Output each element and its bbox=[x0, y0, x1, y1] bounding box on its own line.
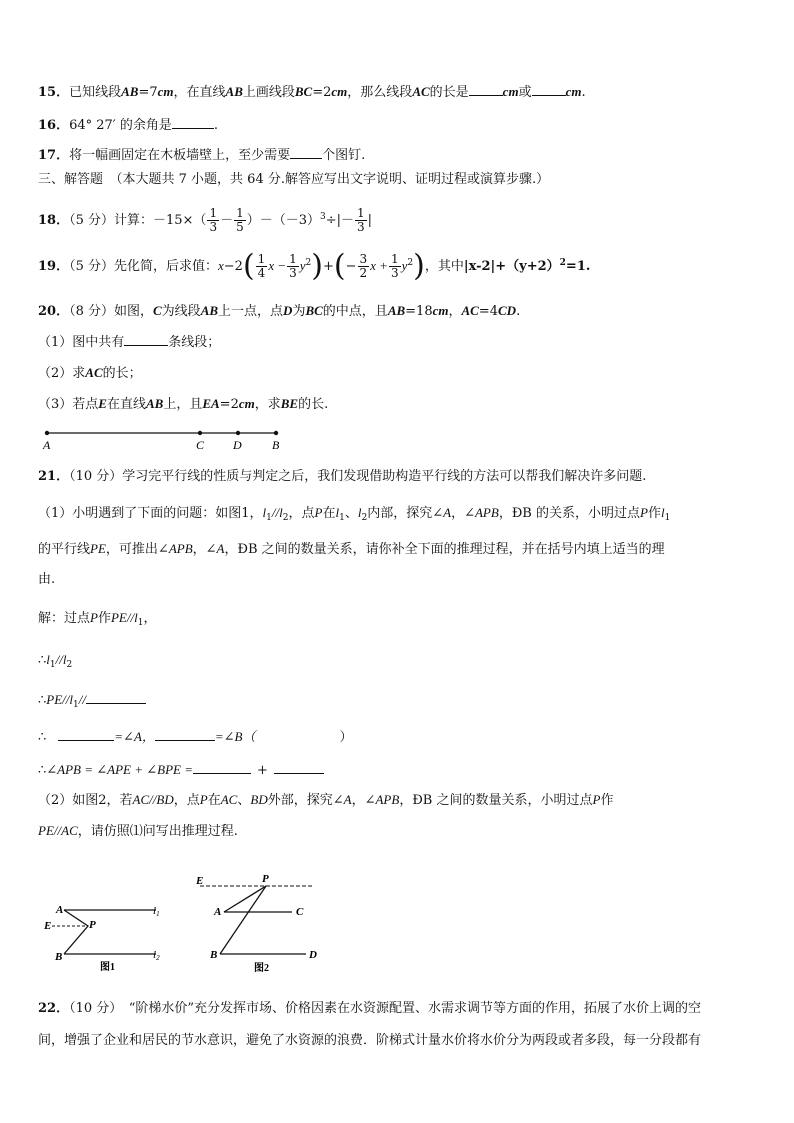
fraction: $\frac{1}{5}$ bbox=[236, 206, 244, 234]
label-e: E bbox=[196, 875, 204, 887]
answer-blank bbox=[124, 333, 168, 346]
figure-2 bbox=[190, 870, 325, 978]
answer-blank bbox=[274, 761, 324, 774]
point-c bbox=[198, 431, 202, 435]
answer-blank bbox=[532, 83, 566, 96]
solution-line-5: ∴∠APB = ∠APE + ∠BPE = + bbox=[38, 761, 324, 780]
fraction: $\frac{1}{3}$ bbox=[209, 206, 218, 234]
fraction: $\frac{3}{2}$ bbox=[359, 252, 368, 280]
label-a: A bbox=[43, 438, 51, 452]
question-21-part1-line2: 的平行线PE，可推出∠APB，∠A，ÐB 之间的数量关系，请你补全下面的推理过程，并在括号内填上适当的理 bbox=[38, 541, 665, 557]
question-21-part1-line3: 由. bbox=[38, 572, 56, 587]
question-21: 21．（10 分）学习完平行线的性质与判定之后，我们发现借助构造平行线的方法可以帮我们解决许多问题. bbox=[38, 469, 647, 484]
question-16: 16．64° 27′ 的余角是 . bbox=[38, 118, 219, 133]
solution-line-4: ∴ =∠A， =∠B（ ） bbox=[38, 729, 353, 745]
question-15: 15．已知线段AB=7cm，在直线AB上画线段BC=2cm，那么线段AC的长是 cm或 cm. bbox=[38, 84, 586, 100]
question-17: 17．将一幅画固定在木板墙壁上，至少需要 个图钉. bbox=[38, 148, 366, 163]
figure-2-caption: 图2 bbox=[254, 963, 269, 974]
question-20: 20．（8 分）如图，C为线段AB上一点，点D为BC的中点，且AB=18cm，AC=4CD. bbox=[38, 303, 521, 319]
label-l1: l1 bbox=[153, 905, 160, 918]
question-19: 19．（5 分）先化简，后求值：x−2( $\frac{1}{4}$ x − $\frac{1}{3}$ $y^2)+(-$ $\frac{3}{2}$ x + $\frac{1}{3}$ $y^2$)，其中$|x-2|+(y+2)^2=1$. bbox=[38, 248, 591, 284]
segment-pb bbox=[220, 886, 266, 954]
label-p: P bbox=[262, 873, 269, 885]
section-heading: 三、解答题 （本大题共 7 小题，共 64 分.解答应写出文字说明、证明过程或演算步骤.） bbox=[38, 172, 550, 187]
answer-blank bbox=[172, 116, 214, 129]
figure-1 bbox=[40, 898, 170, 978]
label-b: B bbox=[55, 951, 63, 963]
segment-pa bbox=[224, 886, 266, 912]
fraction: $\frac{1}{4}$ bbox=[257, 252, 266, 280]
point-b bbox=[274, 431, 278, 435]
answer-blank bbox=[86, 691, 146, 704]
label-d: D bbox=[233, 438, 242, 452]
answer-blank bbox=[58, 728, 114, 741]
answer-blank bbox=[193, 761, 251, 774]
question-20-part3: （3）若点E在直线AB上，且EA=2cm，求BE的长. bbox=[38, 396, 329, 412]
question-18: 18．（5 分）计算：－15×（ $\frac{1}{3}$ － $\frac{1}{5}$ ）$-(-3)^3\div|-$ $\frac{1}{3}$ | bbox=[38, 206, 373, 234]
label-b: B bbox=[272, 438, 280, 452]
label-a: A bbox=[214, 906, 222, 918]
label-e: E bbox=[44, 920, 52, 932]
question-21-part2-line2: PE//AC，请仿照⑴问写出推理过程. bbox=[38, 823, 238, 839]
label-b: B bbox=[210, 949, 218, 961]
label-l2: l2 bbox=[153, 949, 160, 962]
figure-1-caption: 图1 bbox=[100, 962, 115, 973]
question-20-part2: （2）求AC的长； bbox=[38, 365, 142, 381]
question-21-part2-line1: （2）如图2，若AC//BD，点P在AC、BD外部，探究∠A，∠APB，ÐB 之间的数量关系，小明过点P作 bbox=[38, 792, 614, 808]
fraction: $\frac{1}{3}$ bbox=[390, 252, 399, 280]
label-d: D bbox=[309, 949, 317, 961]
question-21-part1-line1: （1）小明遇到了下面的问题：如图1，$l_1//l_2$，点P在$l_1$、$l_2$内部，探究∠A，∠APB，ÐB 的关系，小明过点P作$l_1$ bbox=[38, 505, 671, 523]
label-c: C bbox=[196, 438, 205, 452]
question-22-line2: 间，增强了企业和居民的节水意识，避免了水资源的浪费．阶梯式计量水价将水价分为两段或者多段，每一分段都有 bbox=[38, 1033, 702, 1048]
solution-line-2: $\therefore l_1//l_2$ bbox=[38, 652, 73, 670]
fraction: $\frac{1}{3}$ bbox=[289, 252, 297, 280]
question-22-line1: 22．（10 分） “阶梯水价”充分发挥市场、价格因素在水资源配置、水需求调节等方面的作用，拓展了水价上调的空 bbox=[38, 1001, 702, 1016]
segments-apb bbox=[64, 910, 88, 954]
question-20-part1: （1）图中共有 条线段； bbox=[38, 335, 221, 350]
answer-blank bbox=[469, 83, 503, 96]
answer-blank bbox=[155, 728, 215, 741]
point-a bbox=[45, 431, 49, 435]
solution-line-1: 解：过点P作$PE//l_1$， bbox=[38, 610, 157, 628]
label-a: A bbox=[56, 904, 64, 916]
fraction: $\frac{1}{3}$ bbox=[357, 206, 365, 234]
segment-figure bbox=[38, 424, 298, 454]
label-p: P bbox=[89, 919, 96, 931]
point-d bbox=[236, 431, 240, 435]
answer-blank bbox=[290, 146, 322, 159]
solution-line-3: $\therefore PE//l_1//$ bbox=[38, 691, 146, 714]
label-c: C bbox=[296, 906, 304, 918]
